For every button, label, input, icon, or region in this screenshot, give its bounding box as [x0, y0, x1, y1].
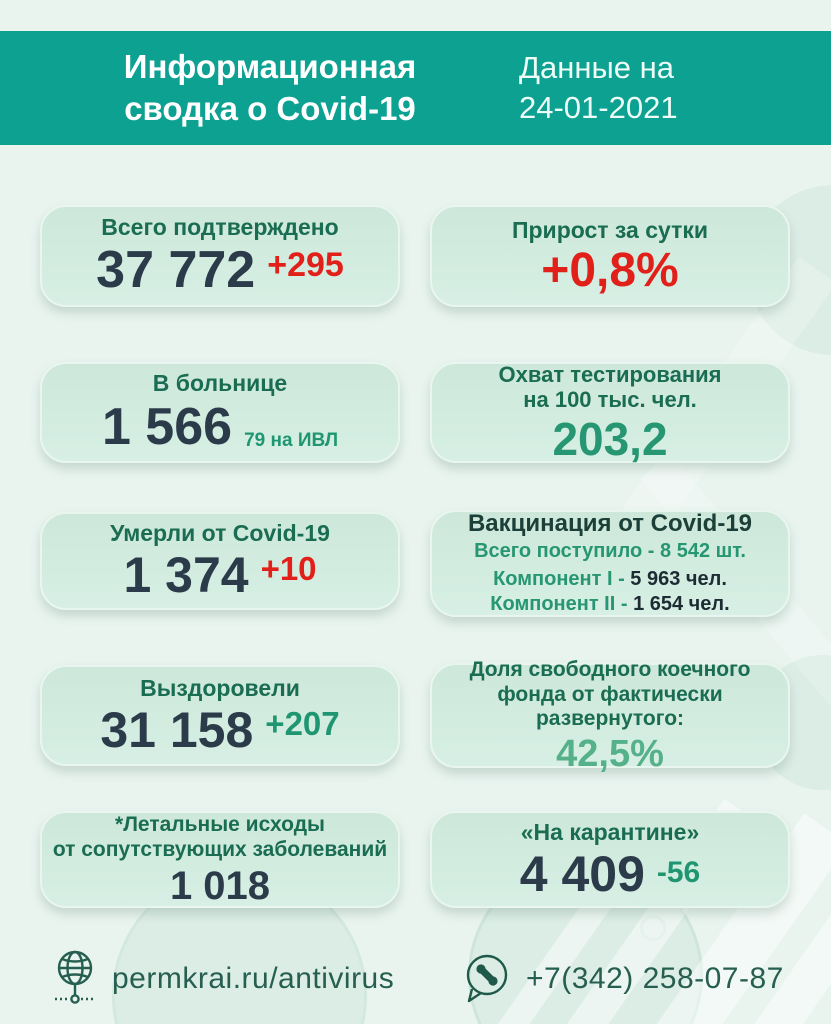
card-testing-coverage [430, 361, 790, 466]
confirmed-value: 37 772 [96, 241, 256, 300]
page-title-line1: Информационная [123, 48, 417, 86]
vaccine-component-1 [493, 567, 727, 591]
card-free-bed-share [430, 657, 790, 776]
card-title-line2: фонда от фактически [497, 682, 723, 706]
card-title-line1: Доля свободного коечного [469, 657, 751, 681]
card-title: «На карантине» [520, 818, 700, 845]
card-title-line1: Охват тестирования [498, 361, 722, 387]
card-title [499, 363, 722, 412]
report-date-value: 24-01-2021 [519, 90, 678, 125]
card-title: Вакцинация от Covid-19 [467, 509, 753, 537]
card-title: Прирост за сутки [511, 216, 709, 243]
globe-icon [52, 948, 98, 1010]
free-bed-share-value: 42,5% [556, 733, 664, 776]
component2-value: 1 654 чел. [633, 592, 730, 615]
card-quarantine [430, 811, 790, 908]
testing-value: 203,2 [552, 413, 668, 466]
page-title [70, 31, 470, 145]
card-deaths [40, 512, 400, 610]
phone-link[interactable] [462, 952, 784, 1006]
phone-icon [462, 952, 512, 1006]
confirmed-delta: +295 [267, 246, 344, 285]
card-title [470, 658, 751, 732]
ventilator-note: 79 на ИВЛ [244, 429, 339, 451]
card-title-line2: от сопутствующих заболеваний [52, 837, 388, 861]
report-date [519, 31, 678, 145]
card-title-line1: *Летальные исходы [115, 812, 325, 836]
lethal-comorbid-value: 1 018 [169, 864, 271, 909]
vaccine-supplied: Всего поступило - 8 542 шт. [474, 540, 746, 563]
card-title [53, 813, 387, 863]
component2-label: Компонент II - [490, 592, 634, 615]
header-bar [0, 31, 831, 145]
page-title-line2: сводка о Covid-19 [124, 90, 416, 127]
card-title-line3: развернутого: [535, 707, 685, 731]
hospitalized-value: 1 566 [101, 397, 233, 456]
quarantine-delta: -56 [656, 855, 701, 889]
recovered-delta: +207 [265, 704, 340, 742]
report-date-label: Данные на [519, 49, 674, 85]
component1-label: Компонент I - [493, 568, 631, 591]
deaths-value: 1 374 [123, 547, 249, 604]
phone-text: +7(342) 258-07-87 [526, 962, 784, 995]
card-vaccination [430, 510, 790, 617]
vaccine-component-2 [490, 592, 729, 616]
website-text: permkrai.ru/antivirus [112, 962, 395, 995]
card-hospitalized [40, 362, 400, 463]
website-link[interactable] [52, 948, 394, 1010]
card-title-line2: на 100 тыс. чел. [523, 386, 697, 412]
card-lethal-comorbid [40, 811, 400, 908]
card-recovered [40, 665, 400, 766]
card-title: В больнице [152, 370, 288, 397]
deaths-delta: +10 [260, 550, 317, 588]
card-title: Выздоровели [140, 674, 300, 701]
card-title: Всего подтверждено [101, 213, 339, 240]
quarantine-value: 4 409 [519, 845, 645, 902]
component1-value: 5 963 чел. [630, 568, 727, 591]
footer-contacts [0, 936, 831, 1024]
card-daily-growth [430, 205, 790, 307]
recovered-value: 31 158 [100, 701, 254, 758]
daily-growth-value: +0,8% [541, 244, 679, 298]
card-total-confirmed [40, 205, 400, 307]
card-title: Умерли от Covid-19 [110, 520, 330, 547]
